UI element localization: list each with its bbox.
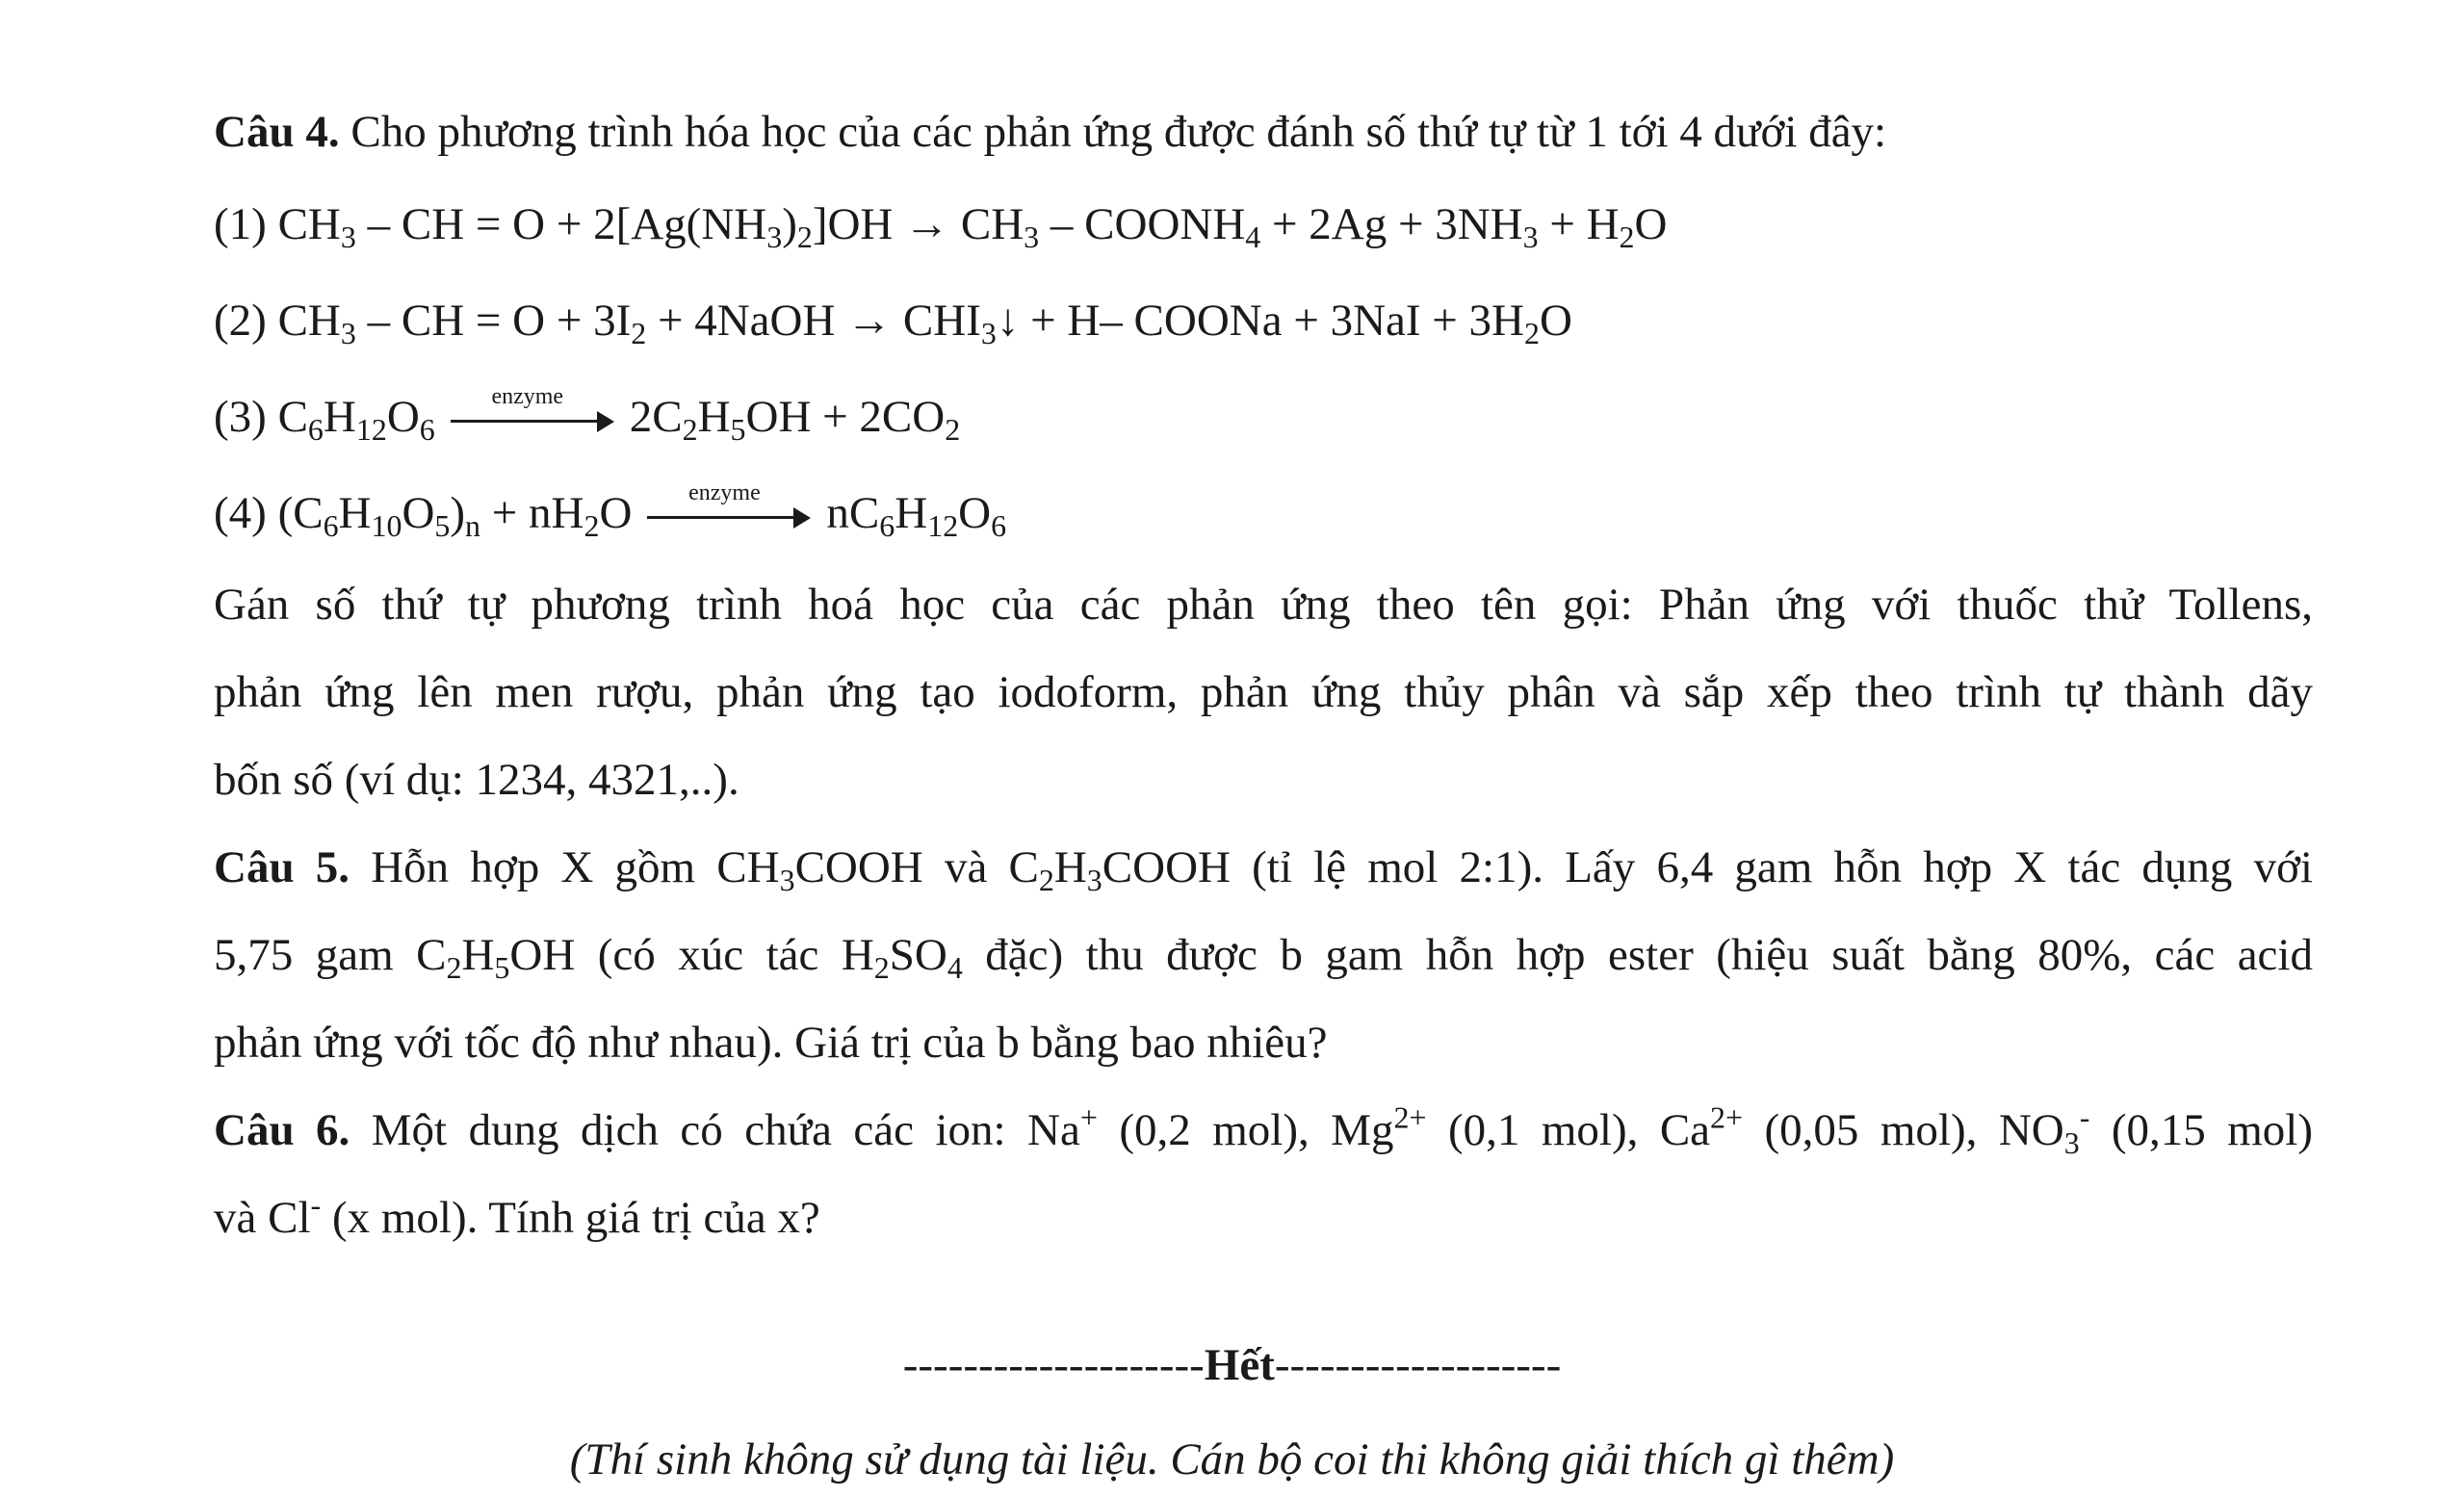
eq1-text: – CH = O + 2[Ag(NH [355, 199, 767, 249]
q6-sup: 2+ [1393, 1100, 1427, 1135]
eq4-sub: n [465, 508, 481, 543]
eq3-text: OH + 2CO [745, 392, 946, 442]
eq3-sub: 6 [307, 412, 324, 447]
eq3-sub: 5 [730, 412, 746, 447]
reaction-arrow-icon [451, 384, 614, 435]
q5-sub: 2 [1038, 863, 1054, 897]
question-4-paragraph-line-3: bốn số (ví dụ: 1234, 4321,..). [214, 755, 739, 805]
q5-text: đặc) thu được b gam hỗn hợp ester (hiệu suất bằng 80%, các acid [962, 930, 2313, 980]
question-4-intro [214, 89, 2313, 176]
eq1-text: + 2Ag + 3NH [1260, 199, 1523, 249]
q5-sub: 3 [1086, 863, 1102, 897]
q6-text: (0,05 mol), NO [1743, 1105, 2064, 1155]
eq4-sub: 12 [927, 508, 959, 543]
eq1-text: – COONH [1039, 199, 1246, 249]
q5-text: H [1053, 842, 1087, 892]
eq1-sub: 3 [340, 220, 356, 254]
q5-sub: 5 [494, 950, 510, 985]
eq2-text: O [1540, 296, 1572, 346]
eq4-text: ) [450, 488, 466, 538]
arrow-condition-label: enzyme [491, 384, 564, 409]
eq4-text: + nH [480, 488, 584, 538]
eq1-sub: 2 [796, 220, 813, 254]
question-4-label: Câu 4. [214, 107, 340, 157]
q5-text: OH (có xúc tác H [509, 930, 874, 980]
arrow-condition-label: enzyme [688, 480, 761, 505]
question-5-line-3: phản ứng với tốc độ như nhau). Giá trị của b bằng bao nhiêu? [214, 1018, 1328, 1068]
q6-sup: - [2079, 1100, 2090, 1135]
eq1-sub: 3 [1024, 220, 1040, 254]
arrow-shaft [647, 516, 801, 519]
arrow-head [597, 411, 614, 432]
eq4-sub: 5 [434, 508, 451, 543]
eq3-text: C [277, 392, 308, 442]
eq4-sub: 6 [879, 508, 895, 543]
eq2-text: ↓ + H– COONa + 3NaI + 3H [996, 296, 1525, 346]
eq1-sub: 3 [1522, 220, 1539, 254]
equation-4 [214, 465, 2313, 561]
q5-text: COOH và C [794, 842, 1039, 892]
equation-2-number: (2) [214, 296, 278, 346]
eq4-sub: 2 [584, 508, 600, 543]
eq4-text: H [338, 488, 372, 538]
q6-sup: + [1079, 1100, 1098, 1135]
separator-dashes-right: ------------------- [1274, 1340, 1562, 1390]
eq1-text: + H [1538, 199, 1620, 249]
q6-sub: 3 [2063, 1125, 2080, 1160]
eq4-text: O [958, 488, 992, 538]
question-5-line-2 [214, 912, 2313, 999]
equation-3-number: (3) [214, 392, 278, 442]
eq3-sub: 6 [419, 412, 435, 447]
reaction-arrow-icon [647, 480, 811, 531]
eq2-sub: 3 [340, 316, 356, 350]
arrow-shaft [451, 420, 605, 423]
equation-4-number: (4) [214, 488, 278, 538]
eq2-text: CH [277, 296, 341, 346]
eq4-text: nC [826, 488, 880, 538]
question-6-line-1 [214, 1087, 2313, 1175]
q5-text: 5,75 gam C [214, 930, 447, 980]
eq3-text: 2C [629, 392, 683, 442]
eq4-text: (C [277, 488, 324, 538]
eq1-text: ) [782, 199, 797, 249]
q5-text: H [461, 930, 495, 980]
question-5-line-1 [214, 824, 2313, 912]
eq4-text: O [402, 488, 435, 538]
eq1-text: CH [277, 199, 341, 249]
eq4-text: H [895, 488, 928, 538]
eq3-sub: 2 [682, 412, 698, 447]
eq2-sub: 2 [631, 316, 647, 350]
q5-sub: 3 [779, 863, 795, 897]
eq1-sub: 2 [1619, 220, 1635, 254]
eq4-sub: 10 [371, 508, 402, 543]
q5-text: COOH (tỉ lệ mol 2:1). Lấy 6,4 gam hỗn hợp X tác dụng với [1102, 842, 2313, 892]
eq1-text: ]OH → CH [812, 199, 1025, 249]
equation-3 [214, 369, 2313, 465]
question-6-label: Câu 6. [214, 1105, 350, 1155]
eq2-text: + 4NaOH → CHI [646, 296, 981, 346]
question-6-line-2 [214, 1175, 2313, 1262]
q5-sub: 4 [947, 950, 963, 985]
equation-1-number: (1) [214, 199, 278, 249]
eq1-sub: 3 [766, 220, 783, 254]
question-4-paragraph-line-2: phản ứng lên men rượu, phản ứng tạo iodoform, phản ứng thủy phân và sắp xếp theo trình tự thành dãy [214, 667, 2313, 717]
eq2-sub: 3 [980, 316, 997, 350]
separator-dashes-left: -------------------- [902, 1340, 1205, 1390]
question-4-paragraph-line-1: Gán số thứ tự phương trình hoá học của các phản ứng theo tên gọi: Phản ứng với thuốc thử Tollens, [214, 580, 2313, 630]
eq4-sub: 6 [991, 508, 1007, 543]
q6-text: (0,15 mol) [2089, 1105, 2313, 1155]
q5-text: Hỗn hợp X gồm CH [350, 842, 780, 892]
end-label: Hết [1204, 1340, 1275, 1390]
question-5-label: Câu 5. [214, 842, 350, 892]
equation-1 [214, 176, 2313, 272]
q6-text: (0,1 mol), Ca [1426, 1105, 1711, 1155]
q6-text: và Cl [214, 1193, 311, 1243]
eq3-sub: 12 [355, 412, 387, 447]
eq3-text: H [323, 392, 356, 442]
q5-sub: 2 [446, 950, 462, 985]
exam-instruction-note: (Thí sinh không sử dụng tài liệu. Cán bộ coi thi không giải thích gì thêm) [569, 1434, 1895, 1485]
eq3-text: O [386, 392, 420, 442]
q6-sup: 2+ [1710, 1100, 1744, 1135]
q6-text: (0,2 mol), Mg [1097, 1105, 1394, 1155]
eq3-text: H [697, 392, 731, 442]
eq4-text: O [599, 488, 633, 538]
q6-text: Một dung dịch có chứa các ion: Na [350, 1105, 1080, 1155]
eq1-sub: 4 [1245, 220, 1261, 254]
exam-page [214, 89, 2313, 1262]
eq2-text: – CH = O + 3I [355, 296, 632, 346]
eq3-sub: 2 [945, 412, 961, 447]
arrow-head [793, 507, 811, 529]
equation-2 [214, 272, 2313, 369]
q6-text: (x mol). Tính giá trị của x? [321, 1193, 820, 1243]
q5-sub: 2 [873, 950, 890, 985]
eq2-sub: 2 [1524, 316, 1540, 350]
end-of-exam-separator [0, 1336, 2464, 1394]
question-4-intro-text: Cho phương trình hóa học của các phản ứng được đánh số thứ tự từ 1 tới 4 dưới đây: [339, 107, 1887, 157]
eq1-text: O [1634, 199, 1668, 249]
q5-text: SO [889, 930, 947, 980]
q6-sup: - [310, 1188, 322, 1223]
eq4-sub: 6 [323, 508, 339, 543]
